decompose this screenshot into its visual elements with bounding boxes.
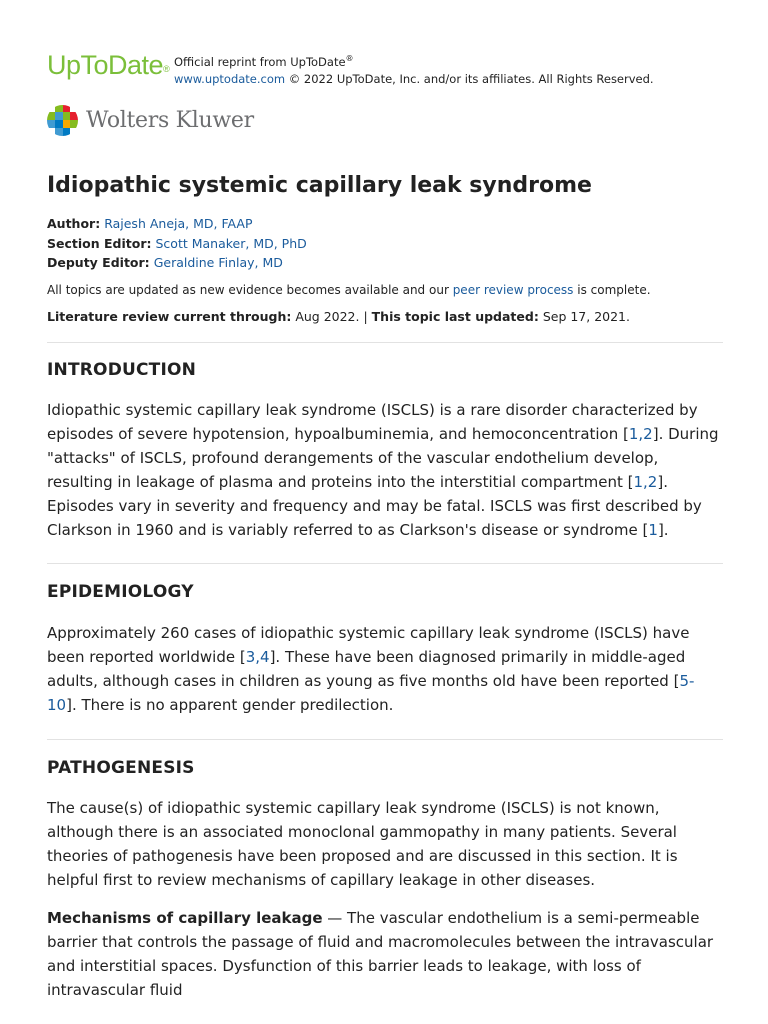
deputy-editor-link[interactable]: Geraldine Finlay, MD: [153, 255, 283, 270]
pathogenesis-paragraph: The cause(s) of idiopathic systemic capillary leak syndrome (ISCLS) is not known, although there is an associated monoclonal gammopathy in many patients. Several theories of pathogenesis have been proposed and are discussed in this section. It is helpful first to review mechanisms of capillary leakage in other diseases.: [47, 798, 678, 889]
text: ]. Episodes vary in severity and frequency and may be fatal. ISCLS was first described by Clarkson in 1960 and is variably referred to as Clarkson's disease or syndrome [: [47, 472, 702, 539]
text: ]. During "attacks" of ISCLS, profound derangements of the vascular endothelium develop, resulting in leakage of plasma and proteins into the interstitial compartment [: [47, 424, 719, 491]
reprint-registered-mark: ®: [345, 54, 354, 63]
text: Idiopathic systemic capillary leak syndrome (ISCLS) is a rare disorder characterized by episodes of severe hypotension, hypoalbuminemia, and hemoconcentration [: [47, 400, 698, 443]
wolters-kluwer-wordmark: Wolters Kluwer: [86, 107, 254, 133]
epidemiology-heading: EPIDEMIOLOGY: [47, 581, 194, 602]
wolters-kluwer-globe-icon: [47, 105, 78, 136]
lit-review-label: Literature review current through:: [47, 308, 292, 324]
text: ].: [657, 520, 669, 539]
text: ]. There is no apparent gender predilection.: [66, 695, 394, 714]
author-label: Author:: [47, 216, 101, 231]
section-editor-link[interactable]: Scott Manaker, MD, PhD: [155, 235, 307, 251]
article-title: Idiopathic systemic capillary leak syndrome: [47, 173, 592, 198]
lit-review-date: Aug 2022. |: [291, 308, 372, 324]
peer-review-link[interactable]: peer review process: [452, 282, 574, 297]
pathogenesis-section: [47, 756, 723, 1002]
divider: [47, 342, 723, 343]
update-note: [47, 281, 723, 299]
section-editor-label: Section Editor:: [47, 235, 152, 251]
reference-link[interactable]: 5-10: [47, 671, 695, 714]
update-note-text-end: is complete.: [573, 282, 651, 297]
article-content: [47, 170, 723, 1002]
text: Approximately 260 cases of idiopathic systemic capillary leak syndrome (ISCLS) have been reported worldwide [: [47, 623, 690, 666]
last-updated-label: This topic last updated:: [371, 308, 539, 324]
reference-link[interactable]: 1: [648, 520, 658, 539]
uptodate-logo-text: UpToDate: [47, 50, 164, 80]
divider: [47, 739, 723, 740]
last-updated-date: Sep 17, 2021.: [538, 308, 630, 324]
uptodate-site-link[interactable]: www.uptodate.com: [174, 71, 286, 86]
mechanisms-subheading: Mechanisms of capillary leakage: [47, 908, 323, 927]
pathogenesis-heading: PATHOGENESIS: [47, 757, 195, 778]
introduction-heading: INTRODUCTION: [47, 359, 197, 380]
introduction-section: [47, 358, 723, 542]
deputy-editor-label: Deputy Editor:: [47, 255, 150, 270]
reprint-notice: [174, 50, 654, 88]
epidemiology-section: [47, 580, 723, 717]
reprint-line: Official reprint from UpToDate: [174, 54, 346, 69]
uptodate-logo[interactable]: [47, 48, 169, 82]
introduction-paragraph: [47, 398, 723, 542]
reference-link[interactable]: 1,2: [628, 424, 653, 443]
text: ]. These have been diagnosed primarily in middle-aged adults, although cases in children as young as five months old have been reported [: [47, 647, 686, 690]
epidemiology-paragraph: [47, 621, 723, 717]
author-link[interactable]: Rajesh Aneja, MD, FAAP: [104, 216, 253, 231]
article-credits: [47, 214, 723, 273]
registered-mark: ®: [163, 64, 170, 74]
update-note-text: All topics are updated as new evidence becomes available and our: [47, 282, 453, 297]
mechanisms-paragraph: [47, 906, 723, 1002]
reference-link[interactable]: 3,4: [245, 647, 270, 666]
reference-link[interactable]: 1,2: [633, 472, 658, 491]
wolters-kluwer-logo: [47, 104, 254, 136]
divider: [47, 563, 723, 564]
copyright-text: © 2022 UpToDate, Inc. and/or its affiliates. All Rights Reserved.: [285, 71, 654, 86]
text: — The vascular endothelium is a semi-permeable barrier that controls the passage of fluid and macromolecules between the intravascular and interstitial spaces. Dysfunction of this barrier leads to leakage, with loss of intravascular fluid: [47, 908, 714, 999]
review-dates: [47, 308, 723, 326]
